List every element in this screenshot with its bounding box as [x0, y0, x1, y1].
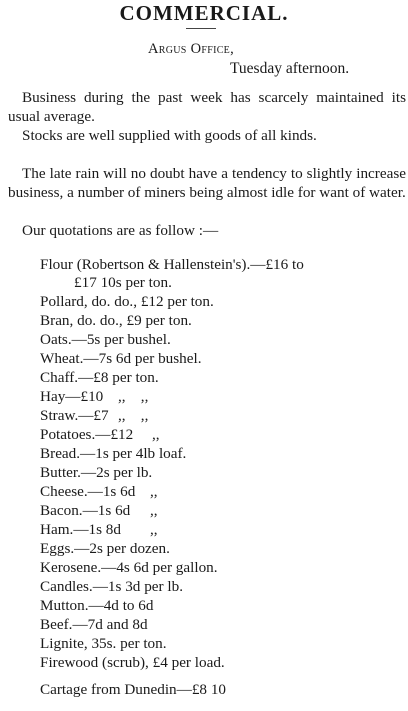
- quotation-item: Beef.—7d and 8d: [40, 616, 148, 633]
- quotation-item: Candles.—1s 3d per lb.: [40, 578, 183, 595]
- quotation-item: Bread.—1s per 4lb loaf.: [40, 445, 187, 462]
- paragraph-text: Stocks are well supplied with goods of all kinds.: [22, 127, 317, 144]
- quotation-label: Hay—£10: [40, 388, 104, 405]
- quotation-item: Wheat.—7s 6d per bushel.: [40, 350, 202, 367]
- quotation-item: Kerosene.—4s 6d per gallon.: [40, 559, 218, 576]
- quotation-item-continued: £17 10s per ton.: [74, 274, 172, 291]
- heading-rule: [186, 28, 216, 29]
- ditto-marks: ,, ,,: [118, 388, 149, 405]
- quotation-item: Butter.—2s per lb.: [40, 464, 153, 481]
- paragraph-quotations-intro: [8, 221, 406, 240]
- article-heading: COMMERCIAL.: [119, 1, 289, 25]
- paragraph-rain: [8, 164, 406, 202]
- paragraph-text: Business during the past week has scarcely maintained its usual average.: [8, 89, 406, 125]
- dateline-office: Argus Office,: [148, 41, 234, 57]
- quotation-item: [40, 482, 158, 501]
- quotation-item: [40, 425, 160, 444]
- quotation-label: Potatoes.—£12: [40, 426, 134, 443]
- quotation-item: Flour (Robertson & Hallenstein's).—£16 to: [40, 256, 304, 273]
- quotation-item: [40, 387, 148, 406]
- quotation-label: Cheese.—1s 6d: [40, 483, 136, 500]
- quotation-label: Ham.—1s 8d: [40, 521, 121, 538]
- paragraph-business: [8, 88, 406, 126]
- quotation-item: Bran, do. do., £9 per ton.: [40, 312, 192, 329]
- quotation-item: Oats.—5s per bushel.: [40, 331, 171, 348]
- ditto-marks: ,,: [152, 426, 160, 443]
- quotation-label: Straw.—£7: [40, 407, 109, 424]
- quotation-item: [40, 520, 158, 539]
- quotation-item: Firewood (scrub), £4 per load.: [40, 654, 225, 671]
- paragraph-text: Our quotations are as follow :—: [22, 222, 219, 239]
- ditto-marks: ,,: [150, 521, 158, 538]
- dateline-day: Tuesday afternoon.: [230, 60, 350, 77]
- ditto-marks: ,,: [150, 483, 158, 500]
- quotation-item: Lignite, 35s. per ton.: [40, 635, 167, 652]
- ditto-marks: ,, ,,: [118, 407, 149, 424]
- quotation-item: [40, 406, 148, 425]
- quotation-item: Mutton.—4d to 6d: [40, 597, 154, 614]
- quotation-label: Bacon.—1s 6d: [40, 502, 131, 519]
- paragraph-stocks: [8, 126, 406, 145]
- quotation-item: [40, 501, 158, 520]
- quotation-item: Pollard, do. do., £12 per ton.: [40, 293, 214, 310]
- paragraph-text: The late rain will no doubt have a tendency to slightly increase business, a number of miners being almost idle for want of water.: [8, 165, 406, 201]
- quotation-item: Cartage from Dunedin—£8 10: [40, 681, 227, 698]
- quotation-item: Eggs.—2s per dozen.: [40, 540, 170, 557]
- ditto-marks: ,,: [150, 502, 158, 519]
- quotation-item: Chaff.—£8 per ton.: [40, 369, 159, 386]
